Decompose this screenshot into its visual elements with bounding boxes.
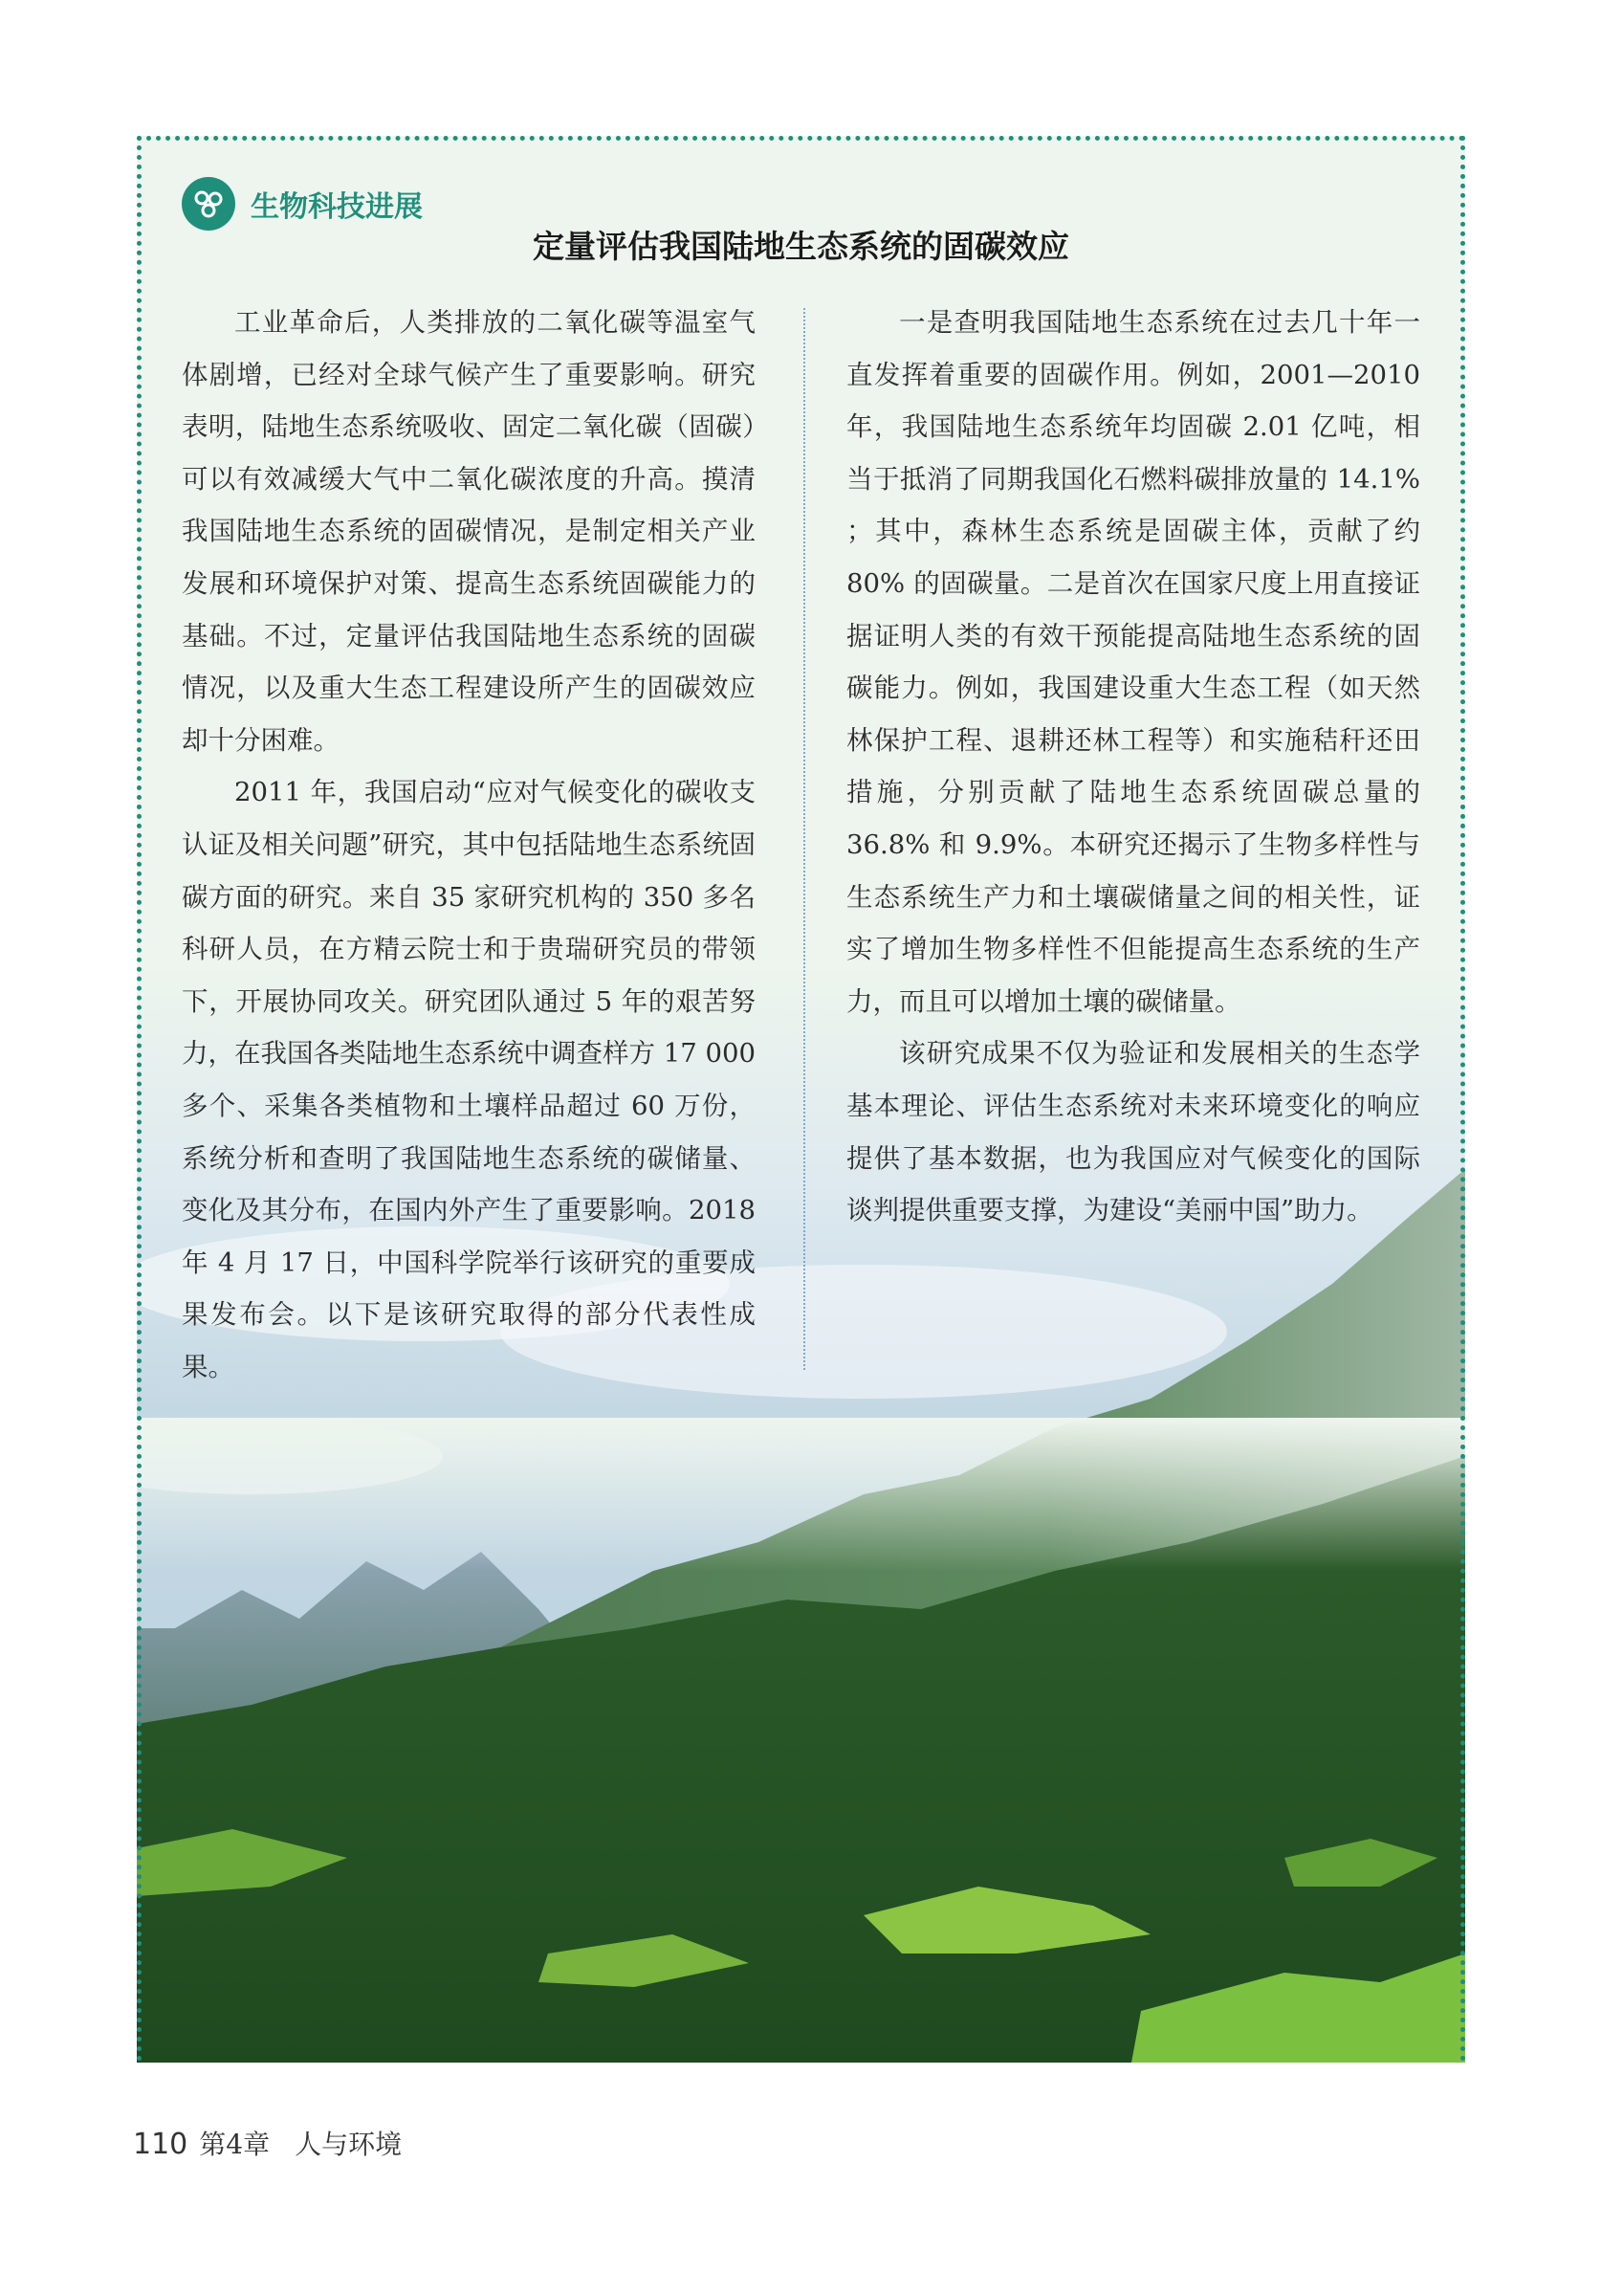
page-number: 110 (133, 2128, 188, 2161)
chapter-title: 人与环境 (295, 2129, 403, 2160)
left-column (182, 297, 756, 1393)
column-divider (803, 308, 805, 1370)
section-name: 生物科技进展 (251, 190, 423, 224)
chapter-label: 第4章 (199, 2129, 271, 2160)
right-column (846, 297, 1420, 1237)
paragraph: 一是查明我国陆地生态系统在过去几十年一直发挥着重要的固碳作用。例如，2001—2010 年，我国陆地生态系统年均固碳 2.01 亿吨，相当于抵消了同期我国化石燃料碳排放量的 14.1% ；其中，森林生态系统是固碳主体，贡献了约 80% 的固碳量。二是首次在国家尺度上用直接证据证明人类的有效干预能提高陆地生态系统的固碳能力。例如，我国建设重大生态工程（如天然林保护工程、退耕还林工程等）和实施秸秆还田措施，分别贡献了陆地生态系统固碳总量的 36.8% 和 9.9%。本研究还揭示了生物多样性与生态系统生产力和土壤碳储量之间的相关性，证实了增加生物多样性不但能提高生态系统的生产力，而且可以增加土壤的碳储量。 (846, 307, 1420, 1017)
paragraph: 该研究成果不仅为验证和发展相关的生态学基本理论、评估生态系统对未来环境变化的响应提供了基本数据，也为我国应对气候变化的国际谈判提供重要支撑，为建设“美丽中国”助力。 (846, 1038, 1420, 1226)
page-footer (133, 2124, 402, 2162)
paragraph: 工业革命后，人类排放的二氧化碳等温室气体剧增，已经对全球气候产生了重要影响。研究表明，陆地生态系统吸收、固定二氧化碳（固碳）可以有效减缓大气中二氧化碳浓度的升高。摸清我国陆地生态系统的固碳情况，是制定相关产业发展和环境保护对策、提高生态系统固碳能力的基础。不过，定量评估我国陆地生态系统的固碳情况，以及重大生态工程建设所产生的固碳效应却十分困难。 (182, 307, 756, 756)
page-title: 定量评估我国陆地生态系统的固碳效应 (533, 228, 1069, 265)
paragraph: 2011 年，我国启动“应对气候变化的碳收支认证及相关问题”研究，其中包括陆地生态系统固碳方面的研究。来自 35 家研究机构的 350 多名科研人员，在方精云院士和于贵瑞研究员的带领下，开展协同攻关。研究团队通过 5 年的艰苦努力，在我国各类陆地生态系统中调查样方 17 000 多个、采集各类植物和土壤样品超过 60 万份，系统分析和查明了我国陆地生态系统的碳储量、变化及其分布，在国内外产生了重要影响。2018 年 4 月 17 日，中国科学院举行该研究的重要成果发布会。以下是该研究取得的部分代表性成果。 (182, 777, 756, 1382)
